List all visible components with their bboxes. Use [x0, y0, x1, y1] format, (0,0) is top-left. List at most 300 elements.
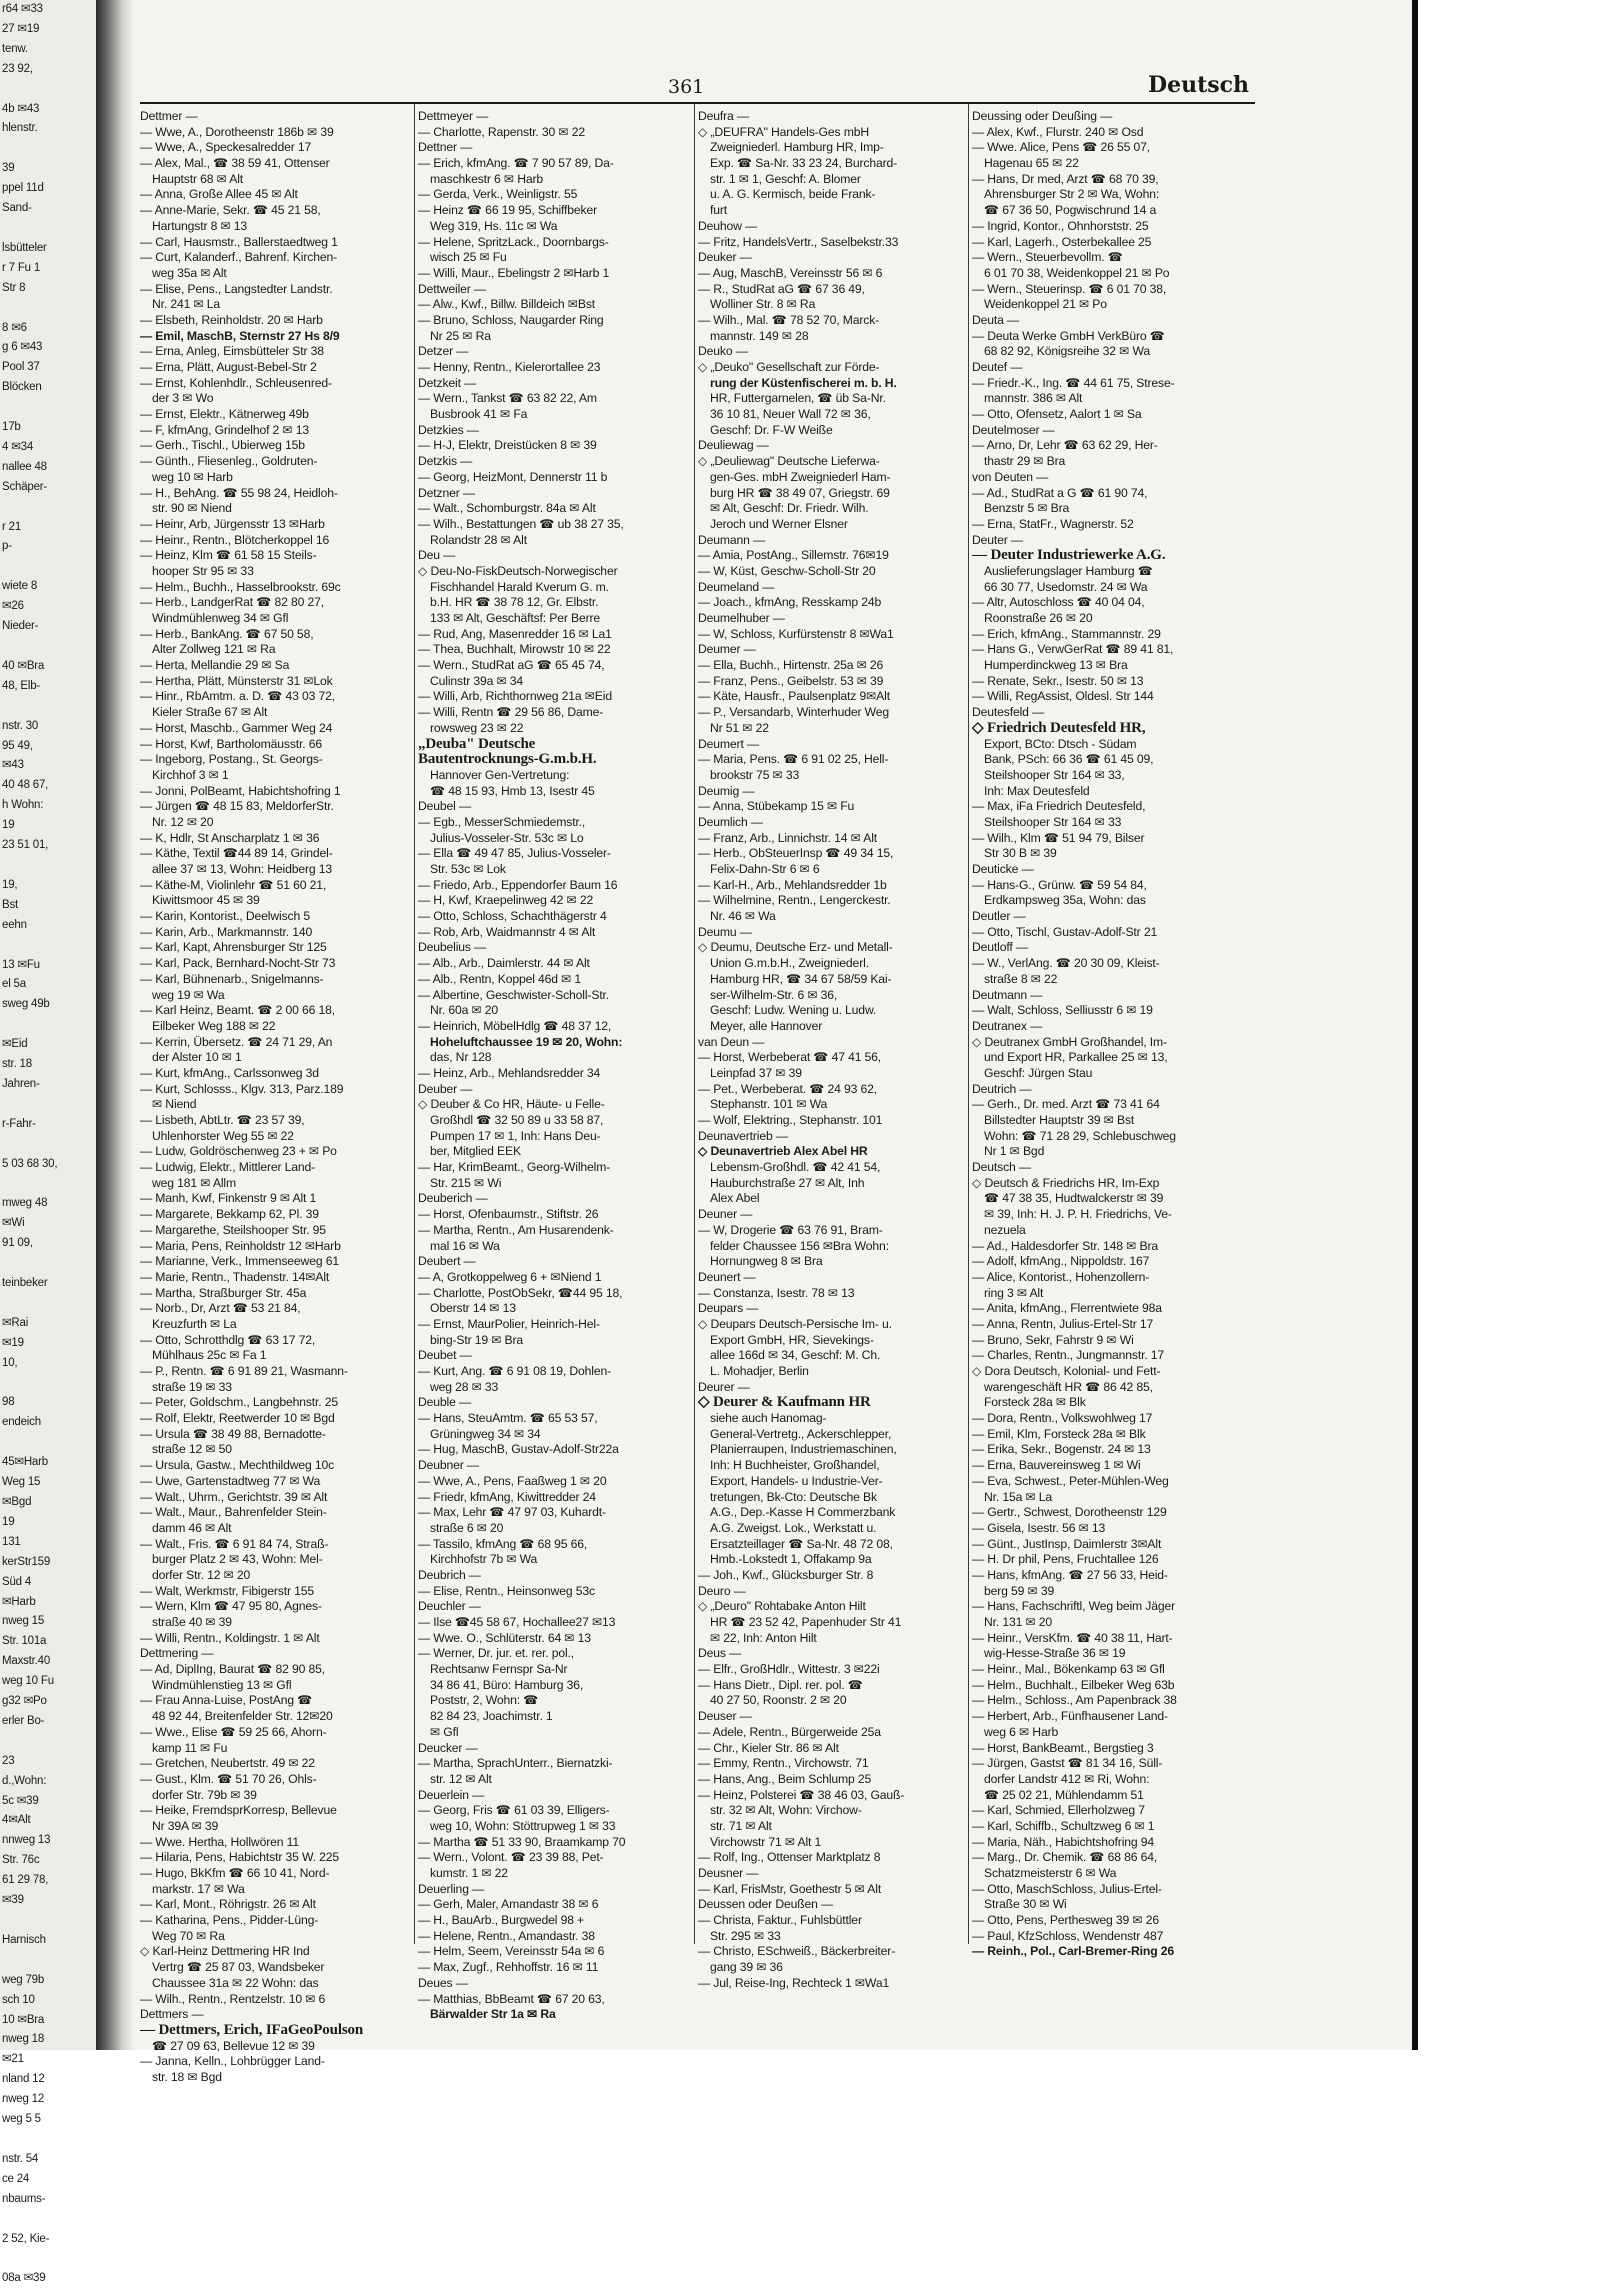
directory-entry: — Käthe, Textil ☎44 89 14, Grindel-: [140, 846, 333, 861]
prev-page-line: Schäper-: [2, 480, 48, 493]
directory-entry: — Wern., Steuerbevollm. ☎: [972, 250, 1123, 265]
directory-entry: Jeroch und Werner Elsner: [710, 516, 848, 531]
directory-surname-heading: Deunert —: [698, 1269, 756, 1284]
directory-surname-heading: Deuticke —: [972, 862, 1034, 876]
directory-surname-heading: von Deuten —: [972, 469, 1049, 484]
directory-entry: Kreuzfurth ✉ La: [152, 1316, 237, 1331]
directory-entry: — Heinr., VersKfm. ☎ 40 38 11, Hart-: [972, 1630, 1173, 1645]
directory-entry: — Constanza, Isestr. 78 ✉ 13: [698, 1285, 855, 1300]
directory-entry: — Jürgen ☎ 48 15 83, MeldorferStr.: [140, 799, 334, 814]
directory-entry: Ahrensburger Str 2 ✉ Wa, Wohn:: [984, 187, 1160, 202]
prev-page-line: 10 ✉Bra: [2, 2013, 45, 2026]
prev-page-line: nland 12: [2, 2073, 45, 2086]
directory-surname-heading: Dettweiler —: [418, 281, 486, 296]
directory-surname-heading: Deuter —: [972, 532, 1023, 547]
directory-entry: weg 28 ✉ 33: [430, 1379, 499, 1394]
directory-entry: — Karin, Kontorist., Deelwisch 5: [140, 909, 310, 924]
directory-entry: — Max, iFa Friedrich Deutesfeld,: [972, 799, 1146, 814]
directory-entry: Planierraupen, Industriemaschinen,: [710, 1442, 897, 1457]
directory-entry: ◇ Deunavertrieb Alex Abel HR: [698, 1144, 868, 1159]
directory-entry: ✉ Alt, Geschf: Dr. Friedr. Wilh.: [710, 501, 869, 516]
prev-page-line: r-Fahr-: [2, 1117, 36, 1130]
directory-entry: — Emil, MaschB, Sternstr 27 Hs 8/9: [140, 328, 340, 343]
directory-surname-heading: Deubet —: [418, 1348, 472, 1363]
prev-page-line: 19: [2, 819, 15, 832]
directory-entry: der Alster 10 ✉ 1: [152, 1050, 242, 1065]
directory-entry: — Walt., Maur., Bahrenfelder Stein-: [140, 1505, 327, 1520]
directory-entry: Geschf: Dr. F-W Weiße: [710, 422, 833, 437]
header-rule: [140, 102, 1255, 104]
directory-entry: weg 6 ✉ Harb: [984, 1724, 1059, 1739]
directory-entry: gang 39 ✉ 36: [710, 1960, 783, 1975]
directory-entry: — Gust., Klm. ☎ 51 70 26, Ohls-: [140, 1771, 317, 1786]
directory-entry: — Gerh., Dr. med. Arzt ☎ 73 41 64: [972, 1097, 1160, 1112]
prev-page-line: 98: [2, 1396, 15, 1409]
directory-entry: — Wilh., Bestattungen ☎ ub 38 27 35,: [418, 516, 624, 531]
directory-entry: — Hans, Fachschriftl, Weg beim Jäger: [972, 1599, 1175, 1614]
directory-entry: Alex Abel: [710, 1191, 760, 1206]
directory-entry: — Jonni, PolBeamt, Habichtshofring 1: [140, 783, 341, 798]
prev-page-line: nweg 18: [2, 2033, 45, 2046]
directory-entry: — Maria, Pens. ☎ 6 91 02 25, Hell-: [698, 752, 889, 767]
directory-entry: — Martha, Rentn., Am Husarendenk-: [418, 1222, 614, 1237]
directory-entry: — Emil, Klm, Forsteck 28a ✉ Blk: [972, 1426, 1146, 1441]
directory-entry: burger Platz 2 ✉ 43, Wohn: Mel-: [152, 1552, 323, 1567]
directory-entry: — Franz, Pens., Geibelstr. 53 ✉ 39: [698, 673, 884, 688]
directory-entry: — Otto, Schrotthdlg ☎ 63 17 72,: [140, 1332, 316, 1347]
directory-entry: — Willi, Rentn ☎ 29 56 86, Dame-: [418, 705, 604, 720]
directory-entry: Weg 70 ✉ Ra: [152, 1928, 225, 1943]
directory-entry: — Heinz ☎ 66 19 95, Schiffbeker: [418, 203, 597, 218]
prev-page-line: [0, 1015, 96, 1035]
prev-page-line: 131: [2, 1535, 21, 1548]
directory-surname-heading: Deussing oder Deußing —: [972, 109, 1113, 123]
directory-entry: Nr. 12 ✉ 20: [152, 814, 214, 829]
directory-entry: 6 01 70 38, Weidenkoppel 21 ✉ Po: [984, 265, 1170, 280]
directory-surname-heading: Deuser —: [698, 1709, 752, 1724]
prev-page-line: 27 ✉19: [2, 22, 40, 35]
directory-entry: — Manh, Kwf, Finkenstr 9 ✉ Alt 1: [140, 1191, 317, 1206]
directory-entry: ◇ „Deuko" Gesellschaft zur Förde-: [698, 360, 880, 374]
directory-entry: felder Chaussee 156 ✉Bra Wohn:: [710, 1238, 889, 1253]
directory-entry: ring 3 ✉ Alt: [984, 1285, 1044, 1300]
directory-surname-heading: Deubrich —: [418, 1567, 481, 1582]
directory-entry: — Wern., Volont. ☎ 23 39 88, Pet-: [418, 1850, 604, 1865]
directory-entry: kamp 11 ✉ Fu: [152, 1740, 228, 1755]
directory-surname-heading: Deus —: [698, 1646, 742, 1661]
directory-entry: Nr 1 ✉ Bgd: [984, 1144, 1045, 1159]
prev-page-line: ✉Rai: [2, 1316, 29, 1329]
directory-surname-heading: Deutmann —: [972, 987, 1043, 1002]
directory-entry: — Walt., Uhrm., Gerichtstr. 39 ✉ Alt: [140, 1489, 328, 1504]
directory-entry: — Helene, SpritzLack., Doornbargs-: [418, 234, 609, 249]
directory-surname-heading: Deumelhuber —: [698, 611, 785, 625]
directory-surname-heading: Deucker —: [418, 1740, 478, 1755]
directory-surname-heading: Deumu —: [698, 924, 752, 939]
directory-entry: — Wwe. Alice, Pens ☎ 26 55 07,: [972, 140, 1151, 155]
directory-entry: — Walt, Schloss, Selliusstr 6 ✉ 19: [972, 1003, 1153, 1018]
prev-page-line: [0, 1911, 96, 1931]
directory-entry: — Wilh., Klm ☎ 51 94 79, Bilser: [972, 830, 1145, 845]
directory-surname-heading: Dettmer —: [140, 109, 198, 123]
directory-surname-heading: Deutesfeld —: [972, 705, 1045, 720]
directory-entry: — Charlotte, PostObSekr, ☎44 95 18,: [418, 1285, 623, 1300]
prev-page-line: g32 ✉Po: [2, 1695, 47, 1708]
directory-entry: — Charles, Rentn., Jungmannstr. 17: [972, 1348, 1165, 1363]
directory-entry: b.H. HR ☎ 38 78 12, Gr. Elbstr.: [430, 595, 599, 610]
directory-entry: — Wwe, A., Dorotheenstr 186b ✉ 39: [140, 124, 334, 139]
directory-entry: — F, kfmAng, Grindelhof 2 ✉ 13: [140, 422, 309, 437]
prev-page-line: [0, 557, 96, 577]
directory-surname-heading: Dettner —: [418, 140, 473, 155]
prev-page-line: 61 29 78,: [2, 1874, 49, 1887]
directory-entry: weg 10, Wohn: Stöttrupweg 1 ✉ 33: [430, 1818, 616, 1833]
directory-entry: — Dora, Rentn., Volkswohlweg 17: [972, 1411, 1153, 1426]
directory-entry: 36 10 81, Neuer Wall 72 ✉ 36,: [710, 407, 871, 422]
prev-page-line: teinbeker: [2, 1277, 48, 1289]
directory-surname-heading: Deumer —: [698, 642, 756, 657]
directory-entry: bing-Str 19 ✉ Bra: [430, 1332, 524, 1347]
directory-entry: — Otto, Pens, Perthesweg 39 ✉ 26: [972, 1913, 1159, 1928]
directory-entry: straße 19 ✉ 33: [152, 1379, 232, 1394]
directory-entry: Geschf: Jürgen Stau: [984, 1065, 1093, 1080]
directory-entry: L. Mohadjer, Berlin: [710, 1364, 809, 1378]
directory-entry: — Carl, Hausmstr., Ballerstaedtweg 1: [140, 234, 338, 249]
directory-entry: Hoheluftchaussee 19 ✉ 20, Wohn:: [430, 1034, 623, 1049]
directory-entry: straße 12 ✉ 50: [152, 1442, 232, 1457]
directory-entry: — Christa, Faktur., Fuhlsbüttler: [698, 1913, 862, 1928]
directory-entry: — Karl Heinz, Beamt. ☎ 2 00 66 18,: [140, 1003, 336, 1018]
directory-entry: — Wern, Klm ☎ 47 95 80, Agnes-: [140, 1599, 322, 1614]
directory-entry: rowsweg 23 ✉ 22: [430, 720, 524, 735]
directory-surname-heading: Detzner —: [418, 485, 475, 500]
directory-entry: berg 59 ✉ 39: [984, 1583, 1055, 1598]
prev-page-line: Pool 37: [2, 361, 40, 374]
directory-entry: — Ingrid, Kontor., Ohnhorststr. 25: [972, 218, 1149, 233]
prev-page-line: [0, 1254, 96, 1274]
directory-entry: — Horst, Werbeberat ☎ 47 41 56,: [698, 1050, 882, 1065]
directory-entry: Straße 30 ✉ Wi: [984, 1897, 1067, 1912]
directory-entry: — Herb., BankAng. ☎ 67 50 58,: [140, 626, 314, 641]
directory-entry: burg HR ☎ 38 49 07, Griegstr. 69: [710, 485, 890, 500]
directory-surname-heading: Deuble —: [418, 1395, 471, 1410]
directory-entry: — Ad, DiplIng, Baurat ☎ 82 90 85,: [140, 1662, 326, 1677]
prev-page-line: 4✉Alt: [2, 1814, 31, 1827]
directory-entry: str. 90 ✉ Niend: [152, 501, 232, 516]
directory-surname-heading: Deufra —: [698, 109, 749, 123]
directory-entry: — Ad., Haldesdorfer Str. 148 ✉ Bra: [972, 1238, 1158, 1253]
prev-page-line: nstr. 30: [2, 719, 39, 732]
prev-page-line: Str. 76c: [2, 1854, 40, 1867]
directory-entry: — Horst, Maschb., Gammer Weg 24: [140, 720, 333, 735]
directory-entry: Grüningweg 34 ✉ 34: [430, 1426, 541, 1441]
directory-entry: ◇ „Deuliewag" Deutsche Lieferwa-: [698, 454, 880, 469]
directory-surname-heading: Deupars —: [698, 1301, 759, 1316]
prev-page-line: eehn: [2, 918, 27, 931]
prev-page-line: nallee 48: [2, 460, 47, 473]
directory-entry: Hauburchstraße 27 ✉ Alt, Inh: [710, 1175, 865, 1190]
directory-entry: Julius-Vosseler-Str. 53c ✉ Lo: [430, 830, 584, 845]
directory-surname-heading: Deumert —: [698, 736, 759, 751]
directory-entry: — Herbert, Arb., Fünfhausener Land-: [972, 1709, 1168, 1724]
directory-entry: — W, Schloss, Kurfürstenstr 8 ✉Wa1: [698, 626, 894, 641]
directory-entry: — W, Drogerie ☎ 63 76 91, Bram-: [698, 1222, 883, 1237]
prev-page-line: [0, 697, 96, 717]
directory-entry: — P., Versandarb, Winterhuder Weg: [698, 705, 890, 720]
directory-entry: — Erich, kfmAng. ☎ 7 90 57 89, Da-: [418, 156, 614, 171]
directory-surname-heading: Deuerlein —: [418, 1787, 485, 1802]
directory-column-1: [140, 109, 412, 2084]
prev-page-line: ✉Bgd: [2, 1495, 32, 1508]
directory-entry: Auslieferungslager Hamburg ☎: [984, 563, 1153, 578]
directory-entry: — Helm, Seem, Vereinsstr 54a ✉ 6: [418, 1944, 605, 1959]
prev-page-line: erler Bo-: [2, 1714, 45, 1727]
directory-entry: Stephanstr. 101 ✉ Wa: [710, 1097, 828, 1112]
directory-entry: — Wolf, Elektring., Stephanstr. 101: [698, 1113, 883, 1127]
prev-page-line: tenw.: [2, 42, 28, 55]
directory-entry: — Jürgen, Gastst ☎ 81 34 16, Süll-: [972, 1756, 1163, 1771]
directory-entry: — Arno, Dr, Lehr ☎ 63 62 29, Her-: [972, 438, 1158, 453]
prev-page-line: 8 ✉6: [2, 321, 27, 334]
prev-page-line: 2 52, Kie-: [2, 2232, 50, 2245]
directory-entry: — Heinz, Arb., Mehlandsredder 34: [418, 1065, 601, 1080]
prev-page-line: ✉43: [2, 759, 24, 772]
directory-entry: Humperdinckweg 13 ✉ Bra: [984, 658, 1128, 673]
directory-entry: — H. Dr phil, Pens, Fruchtallee 126: [972, 1552, 1159, 1567]
directory-entry: Chaussee 31a ✉ 22 Wohn: das: [152, 1975, 319, 1990]
directory-entry: — Ludwig, Elektr., Mittlerer Land-: [140, 1160, 316, 1175]
directory-entry: siehe auch Hanomag-: [710, 1411, 827, 1426]
prev-page-line: 23 51 01,: [2, 839, 49, 852]
directory-entry: ◇ Deurer & Kaufmann HR: [698, 1394, 871, 1411]
directory-entry: — Otto, Schloss, Schachthägerstr 4: [418, 909, 607, 924]
directory-entry: furt: [710, 203, 728, 218]
directory-entry: Großhdl ☎ 32 50 89 u 33 58 87,: [430, 1113, 604, 1127]
directory-entry: — Emmy, Rentn., Virchowstr. 71: [698, 1756, 869, 1771]
directory-entry: Schatzmeisterstr 6 ✉ Wa: [984, 1866, 1117, 1880]
prev-page-line: nweg 12: [2, 2093, 45, 2106]
directory-entry: Mühlhaus 25c ✉ Fa 1: [152, 1348, 267, 1363]
directory-entry: — Kerrin, Übersetz. ☎ 24 71 29, An: [140, 1034, 333, 1049]
directory-entry: HR ☎ 23 52 42, Papenhuder Str 41: [710, 1615, 902, 1629]
prev-page-line: Maxstr.40: [2, 1655, 51, 1668]
directory-entry: — Wwe., Elise ☎ 59 25 66, Ahorn-: [140, 1724, 327, 1739]
prev-page-line: ✉19: [2, 1336, 24, 1349]
directory-entry: — Ursula ☎ 38 49 88, Bernadotte-: [140, 1426, 326, 1441]
directory-entry: str. 1 ✉ 1, Geschf: A. Blomer: [710, 171, 861, 186]
prev-page-line: [0, 1294, 96, 1314]
directory-entry: weg 10 ✉ Harb: [152, 469, 233, 484]
prev-page-line: 13 ✉Fu: [2, 958, 40, 971]
directory-entry: — W., VerlAng. ☎ 20 30 09, Kleist-: [972, 956, 1160, 971]
directory-entry: Oberstr 14 ✉ 13: [430, 1301, 516, 1316]
directory-entry: Nr. 131 ✉ 20: [984, 1615, 1053, 1629]
directory-entry: — Willi, Arb, Richthornweg 21a ✉Eid: [418, 689, 612, 704]
directory-entry: — W, Küst, Geschw-Scholl-Str 20: [698, 563, 876, 578]
directory-entry: — R., StudRat aG ☎ 67 36 49,: [698, 281, 865, 296]
directory-entry: — Adolf, kfmAng., Nippoldstr. 167: [972, 1254, 1150, 1269]
directory-entry: — Thea, Buchhalt, Mirowstr 10 ✉ 22: [418, 642, 611, 657]
directory-entry: u. A. G. Kermisch, beide Frank-: [710, 187, 876, 202]
directory-column-4: [972, 109, 1254, 1959]
prev-page-line: el 5a: [2, 978, 26, 991]
directory-entry: Leinpfad 37 ✉ 39: [710, 1065, 802, 1080]
directory-entry: — Erna, StatFr., Wagnerstr. 52: [972, 516, 1134, 531]
directory-entry: Bank, PSch: 66 36 ☎ 61 45 09,: [984, 752, 1154, 767]
directory-entry: Culinstr 39a ✉ 34: [430, 673, 524, 688]
prev-page-line: weg 5 5: [2, 2113, 41, 2126]
directory-entry: — Erich, kfmAng., Stammannstr. 29: [972, 626, 1161, 641]
directory-entry: — Karl, Pack, Bernhard-Nocht-Str 73: [140, 956, 336, 971]
directory-entry: — Walt., Fris. ☎ 6 91 84 74, Straß-: [140, 1536, 329, 1551]
directory-entry: Geschf: Ludw. Wening u. Ludw.: [710, 1003, 877, 1018]
directory-entry: — Georg, Fris ☎ 61 03 39, Elligers-: [418, 1803, 610, 1818]
directory-entry: — Altr, Autoschloss ☎ 40 04 04,: [972, 595, 1145, 610]
directory-entry: — Hans G., VerwGerRat ☎ 89 41 81,: [972, 642, 1174, 657]
directory-entry: — Hans Dietr., Dipl. rer. pol. ☎: [698, 1677, 863, 1692]
directory-entry: Lebensm-Großhdl. ☎ 42 41 54,: [710, 1160, 881, 1175]
directory-entry: — Wwe. Hertha, Hollwören 11: [140, 1834, 299, 1849]
directory-entry: straße 8 ✉ 22: [984, 971, 1058, 986]
directory-entry: — Heinr., Mal., Bökenkamp 63 ✉ Gfl: [972, 1662, 1165, 1677]
directory-surname-heading: Deutsch —: [972, 1160, 1031, 1175]
directory-entry: brookstr 75 ✉ 33: [710, 767, 800, 782]
directory-entry: — Jul, Reise-Ing, Rechteck 1 ✉Wa1: [698, 1975, 890, 1990]
directory-entry: — Wilh., Mal. ☎ 78 52 70, Marck-: [698, 312, 880, 327]
directory-entry: 66 30 77, Usedomstr. 24 ✉ Wa: [984, 579, 1148, 594]
directory-entry: — Karl, Schmied, Ellerholzweg 7: [972, 1803, 1145, 1818]
directory-entry: — Deuter Industriewerke A.G.: [972, 547, 1166, 564]
prev-page-line: 48, Elb-: [2, 679, 41, 692]
directory-entry: Kiwittsmoor 45 ✉ 39: [152, 893, 260, 908]
directory-entry: — Bruno, Sekr, Fahrstr 9 ✉ Wi: [972, 1332, 1134, 1347]
directory-entry: Pumpen 17 ✉ 1, Inh: Hans Deu-: [430, 1128, 601, 1143]
directory-entry: damm 46 ✉ Alt: [152, 1520, 232, 1535]
scan-margin: [1418, 0, 1600, 2050]
directory-entry: — Deuta Werke GmbH VerkBüro ☎: [972, 328, 1165, 343]
directory-entry: Virchowstr 71 ✉ Alt 1: [710, 1834, 822, 1849]
directory-entry: — Karl, Mont., Röhrigstr. 26 ✉ Alt: [140, 1897, 316, 1912]
prev-page-line: weg 10 Fu: [2, 1675, 54, 1688]
prev-page-line: kerStr159: [2, 1555, 51, 1568]
directory-entry: — Helm., Schloss., Am Papenbrack 38: [972, 1693, 1177, 1708]
prev-page-line: 39: [2, 162, 15, 175]
directory-entry: — Otto, Ofensetz, Aalort 1 ✉ Sa: [972, 407, 1142, 422]
directory-entry: — Eva, Schwest., Peter-Mühlen-Weg: [972, 1473, 1169, 1488]
directory-entry: — Henny, Rentn., Kielerortallee 23: [418, 360, 601, 374]
prev-page-line: 4b ✉43: [2, 102, 40, 115]
directory-surname-heading: Deunavertrieb —: [698, 1128, 788, 1143]
previous-page-edge: [0, 0, 96, 2285]
directory-entry: Windmühlenstieg 13 ✉ Gfl: [152, 1677, 292, 1692]
directory-entry: — Rud, Ang, Masenredder 16 ✉ La1: [418, 626, 612, 641]
directory-entry: Union G.m.b.H., Zweigniederl.: [710, 956, 869, 971]
directory-entry: — Herb., LandgerRat ☎ 82 80 27,: [140, 595, 324, 610]
prev-page-line: 45✉Harb: [2, 1456, 48, 1469]
directory-entry: Uhlenhorster Weg 55 ✉ 22: [152, 1128, 294, 1143]
directory-entry: dorfer Landstr 412 ✉ Ri, Wohn:: [984, 1771, 1150, 1786]
directory-entry: ◇ Deutranex GmbH Großhandel, Im-: [972, 1034, 1167, 1049]
directory-entry: — Ursula, Gastw., Mechthildweg 10c: [140, 1458, 335, 1473]
directory-entry: weg 181 ✉ Allm: [152, 1175, 236, 1190]
directory-entry: ☎ 47 38 35, Hudtwalckerstr ✉ 39: [984, 1191, 1164, 1206]
directory-entry: — Paul, KfzSchloss, Wendenstr 487: [972, 1928, 1164, 1943]
directory-entry: und Export HR, Parkallee 25 ✉ 13,: [984, 1050, 1168, 1065]
prev-page-line: ✉39: [2, 1894, 24, 1907]
directory-entry: Nr. 60a ✉ 20: [430, 1003, 499, 1018]
prev-page-line: [0, 1732, 96, 1752]
directory-entry: Roonstraße 26 ✉ 20: [984, 611, 1093, 625]
directory-entry: — H-J, Elektr, Dreistücken 8 ✉ 39: [418, 438, 597, 453]
prev-page-line: 10,: [2, 1356, 18, 1369]
directory-entry: ber, Mitglied EEK: [430, 1144, 521, 1159]
directory-entry: — Pet., Werbeberat. ☎ 24 93 62,: [698, 1081, 877, 1096]
directory-entry: — Karin, Arb., Markmannstr. 140: [140, 924, 313, 939]
directory-entry: — P., Rentn. ☎ 6 91 89 21, Wasmann-: [140, 1364, 348, 1378]
directory-surname-heading: Deuro —: [698, 1583, 746, 1598]
directory-surname-heading: Detzkies —: [418, 422, 479, 437]
directory-entry: Str. 53c ✉ Lok: [430, 862, 506, 876]
directory-surname-heading: Deumann —: [698, 532, 766, 547]
directory-entry: — Ella, Buchh., Hirtenstr. 25a ✉ 26: [698, 658, 884, 673]
directory-entry: tretungen, Bk-Cto: Deutsche Bk: [710, 1489, 877, 1504]
directory-entry: — Kurt, Schlosss., Klgv. 313, Parz.189: [140, 1081, 344, 1096]
directory-entry: — Willi, RegAssist, Oldesl. Str 144: [972, 689, 1154, 704]
directory-entry: — Gerda, Verk., Weinligstr. 55: [418, 187, 578, 202]
directory-entry: — Hugo, BkKfm ☎ 66 10 41, Nord-: [140, 1866, 330, 1880]
prev-page-line: r 21: [2, 520, 22, 533]
directory-entry: Alter Zollweg 121 ✉ Ra: [152, 642, 276, 657]
directory-entry: — Hilaria, Pens, Habichtstr 35 W. 225: [140, 1850, 340, 1865]
directory-entry: Billstedter Hauptstr 39 ✉ Bst: [984, 1113, 1135, 1127]
prev-page-line: 17b: [2, 421, 21, 434]
directory-entry: — Werner, Dr. jur. et. rer. pol.,: [418, 1646, 575, 1661]
directory-entry: — Horst, BankBeamt., Bergstieg 3: [972, 1740, 1154, 1755]
directory-entry: Fischhandel Harald Kverum G. m.: [430, 579, 609, 594]
directory-entry: — H., BauArb., Burgwedel 98 +: [418, 1913, 585, 1928]
directory-entry: — Curt, Kalanderf., Bahrenf. Kirchen-: [140, 250, 337, 265]
prev-page-line: nbaums-: [2, 2192, 46, 2205]
directory-entry: Nr. 15a ✉ La: [984, 1489, 1053, 1504]
prev-page-line: 91 09,: [2, 1237, 33, 1250]
prev-page-line: [0, 1374, 96, 1394]
prev-page-line: [0, 1095, 96, 1115]
directory-entry: ser-Wilhelm-Str. 6 ✉ 36,: [710, 987, 838, 1002]
directory-entry: Steilshooper Str 164 ✉ 33,: [984, 767, 1125, 782]
directory-entry: — Helm., Buchhalt., Eilbeker Weg 63b: [972, 1677, 1175, 1692]
prev-page-line: mweg 48: [2, 1197, 48, 1210]
directory-entry: — H., BehAng. ☎ 55 98 24, Heidloh-: [140, 485, 338, 500]
directory-entry: — Adele, Rentn., Bürgerweide 25a: [698, 1724, 881, 1739]
directory-entry: — Wilhelmine, Rentn., Lengerckestr.: [698, 893, 891, 908]
directory-entry: — Aug, MaschB, Vereinsstr 56 ✉ 6: [698, 265, 883, 280]
directory-entry: ◇ Deuber & Co HR, Häute- u Felle-: [418, 1097, 605, 1112]
directory-entry: — Max, Zugf., Rehhoffstr. 16 ✉ 11: [418, 1960, 599, 1975]
directory-surname-heading: Deutrich —: [972, 1081, 1032, 1096]
directory-entry: thastr 29 ✉ Bra: [984, 454, 1066, 469]
directory-entry: — Hans, kfmAng. ☎ 27 56 33, Heid-: [972, 1567, 1168, 1582]
directory-entry: allee 37 ✉ 13, Wohn: Heidberg 13: [152, 862, 332, 876]
directory-entry: — Albertine, Geschwister-Scholl-Str.: [418, 987, 610, 1002]
directory-surname-heading: Deurer —: [698, 1379, 750, 1394]
prev-page-line: Harnisch: [2, 1933, 46, 1946]
directory-entry: — Karl, Kapt, Ahrensburger Str 125: [140, 940, 327, 955]
prev-page-line: endeich: [2, 1416, 41, 1429]
directory-entry: ◇ Deupars Deutsch-Persische Im- u.: [698, 1316, 892, 1331]
directory-entry: — Elsbeth, Reinholdstr. 20 ✉ Harb: [140, 312, 323, 327]
prev-page-line: Bst: [2, 898, 19, 911]
section-title: Deutsch: [1148, 72, 1250, 98]
